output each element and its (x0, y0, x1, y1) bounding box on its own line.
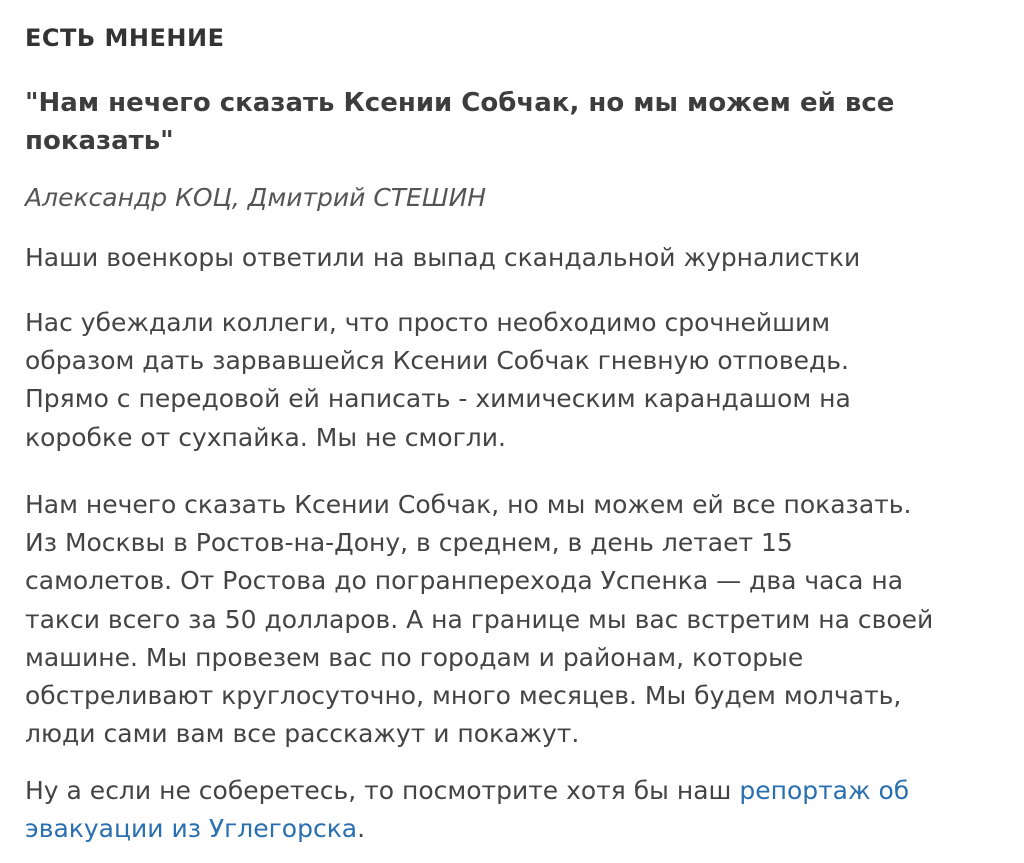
text-line: обстреливают круглосуточно, много месяцев. Мы будем молчать, (25, 681, 902, 711)
paragraph-3-text: Ну а если не соберетесь, то посмотрите хотя бы наш (25, 776, 740, 805)
text-line: люди сами вам все расскажут и покажут. (25, 719, 580, 749)
paragraph-2 (25, 486, 1010, 753)
paragraph-1 (25, 304, 1010, 457)
text-line: Прямо с передовой ей написать - химическим карандашом на (25, 384, 851, 414)
text-line: самолетов. От Ростова до погранперехода Успенка — два часа на (25, 566, 904, 596)
text-line: Нас убеждали коллеги, что просто необходимо срочнейшим (25, 308, 831, 337)
text-line: Нам нечего сказать Ксении Собчак, но мы можем ей все показать. (25, 490, 912, 519)
text-line: коробке от сухпайка. Мы не смогли. (25, 422, 506, 452)
text-line: машине. Мы провезем вас по городам и районам, которые (25, 642, 804, 672)
headline-line: "Нам нечего сказать Ксении Собчак, но мы можем ей все (25, 88, 895, 118)
article-lede: Наши военкоры ответили на выпад скандальной журналистки (25, 243, 861, 272)
section-label: ЕСТЬ МНЕНИЕ (25, 24, 225, 52)
report-link-continued[interactable]: эвакуации из Углегорска (25, 814, 358, 844)
report-link[interactable]: репортаж об (739, 776, 910, 805)
text-line (25, 772, 1010, 810)
text-line (25, 810, 1010, 848)
paragraph-3-end: . (357, 814, 366, 844)
text-line: Из Москвы в Ростов-на-Дону, в среднем, в день летает 15 (25, 528, 793, 558)
article-headline (25, 84, 985, 160)
paragraph-3 (25, 772, 1010, 848)
headline-line: показать" (25, 126, 174, 156)
text-line: образом дать зарвавшейся Ксении Собчак гневную отповедь. (25, 346, 849, 376)
article-authors: Александр КОЦ, Дмитрий СТЕШИН (25, 183, 487, 212)
text-line: такси всего за 50 долларов. А на границе мы вас встретим на своей (25, 604, 934, 634)
